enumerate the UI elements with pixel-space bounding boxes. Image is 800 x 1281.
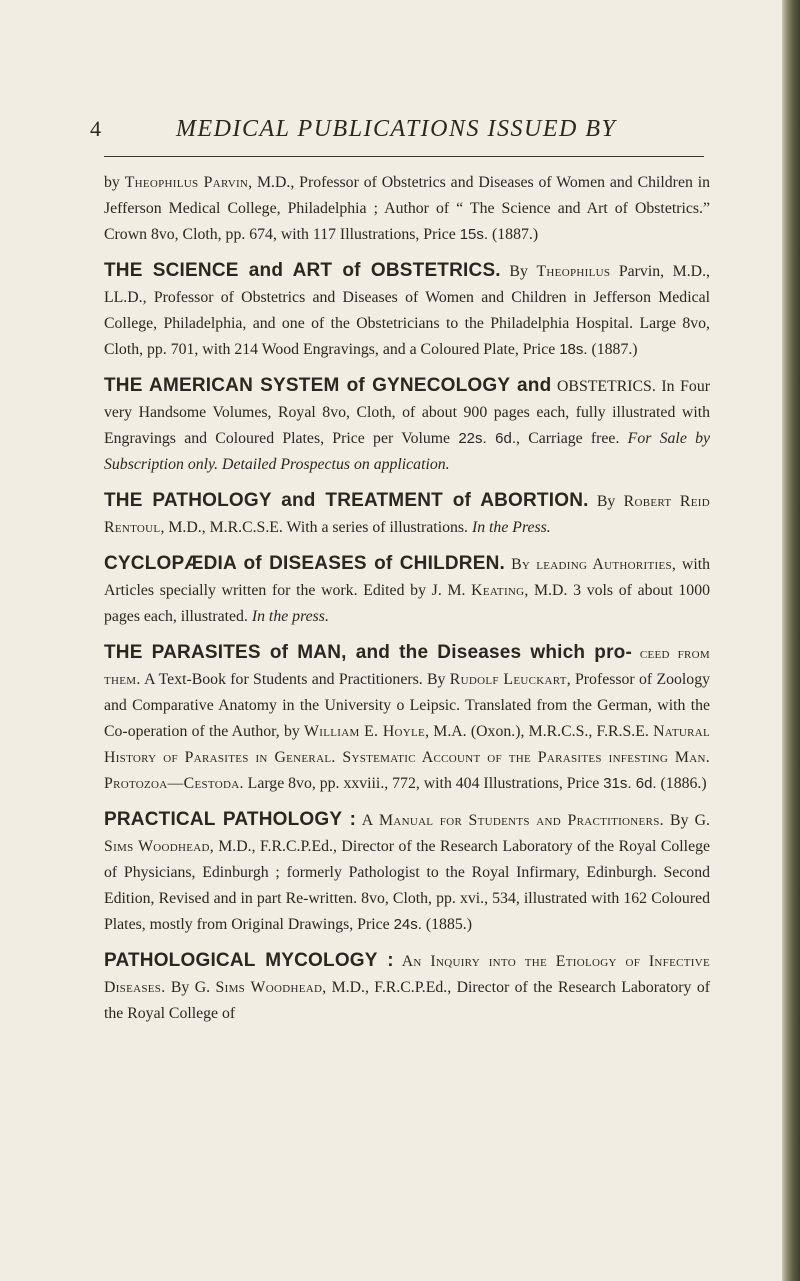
author-name: Robert Reid Rentoul [104, 493, 710, 536]
note: In the Press. [471, 519, 551, 536]
author-name: Theophilus [536, 263, 611, 280]
book-title: THE PARASITES of MAN, and the Diseases which pro- [104, 642, 633, 663]
book-title: THE SCIENCE and ART of OBSTETRICS. [104, 260, 501, 281]
list-item: THE PARASITES of MAN, and the Diseases which pro- ceed from them. A Text-Book for Students and Practitioners. By Rudolf Leuckart, Professor of Zoology and Comparative Anatomy in the University o Leipsic. Translated from the German, with the Co-operation of the Author, by William E. Hoyle, M.A. (Oxon.), M.R.C.S., F.R.S.E. Natural History of Parasites in General. Systematic Account of the Parasites infesting Man. Protozoa—Cestoda. Large 8vo, pp. xxviii., 772, with 404 Illustrations, Price 31s. 6d. (1886.) [104, 642, 711, 792]
contents-summary: Natural History of Parasites in General. Systematic Account of the Parasites infesting Man. Protozoa—Cestoda. [104, 723, 710, 792]
price: 31s. 6d. [603, 775, 657, 792]
subtitle: A Manual for Students and Practitioners. [356, 812, 664, 829]
price: 22s. 6d. [458, 430, 517, 447]
author-name: Sims Woodhead [215, 979, 323, 996]
subtitle: An Inquiry into the Etiology of Infective Diseases. [104, 953, 710, 996]
price: 15s. [459, 226, 489, 243]
page-number: 4 [90, 116, 101, 141]
price: 18s. [559, 341, 588, 358]
author-name: Theophilus Parvin [124, 174, 249, 191]
list-item: THE PATHOLOGY and TREATMENT of ABORTION. By Robert Reid Rentoul, M.D., M.R.C.S.E. With a series of illustrations. In the Press. [104, 490, 710, 536]
note: In the press. [251, 608, 329, 625]
book-title: THE AMERICAN SYSTEM of GYNECOLOGY and [104, 375, 552, 396]
author-name: Keating [471, 582, 525, 599]
author-name: Rudolf Leuckart [449, 671, 567, 688]
book-title: PATHOLOGICAL MYCOLOGY : [104, 950, 394, 971]
book-title: CYCLOPÆDIA of DISEASES of CHILDREN. [104, 553, 505, 574]
list-item: THE AMERICAN SYSTEM of GYNECOLOGY and OBSTETRICS. In Four very Handsome Volumes, Royal 8vo, Cloth, of about 900 pages each, fully illustrated with Engravings and Coloured Plates, Price per Volume 22s. 6d., Carriage free. For Sale by Subscription only. Detailed Prospectus on application. [104, 375, 711, 473]
list-item: THE SCIENCE and ART of OBSTETRICS. By Theophilus Parvin, M.D., LL.D., Professor of Obstetrics and Diseases of Women and Children in Jefferson Medical College, Philadelphia, and one of the Obstetricians to the Philadelphia Hospital. Large 8vo, Cloth, pp. 701, with 214 Wood Engravings, and a Coloured Plate, Price 18s. (1887.) [104, 260, 710, 358]
author-name: Sims Woodhead [104, 838, 210, 855]
note: For Sale by Subscription only. Detailed Prospectus on application. [104, 430, 711, 473]
list-item: by Theophilus Parvin, M.D., Professor of Obstetrics and Diseases of Women and Children in Jefferson Medical College, Philadelphia ; Author of “ The Science and Art of Obstetrics.” Crown 8vo, Cloth, pp. 674, with 117 Illustrations, Price 15s. (1887.) [104, 174, 711, 243]
book-title: THE PATHOLOGY and TREATMENT of ABORTION. [104, 490, 589, 511]
running-title: MEDICAL PUBLICATIONS ISSUED BY [176, 116, 617, 142]
publication-list [104, 170, 710, 1037]
page-header [90, 116, 710, 146]
subtitle: ceed from them. [104, 645, 711, 688]
translator-name: William E. Hoyle [304, 723, 426, 740]
header-rule [104, 156, 704, 157]
book-binding-edge [782, 0, 800, 1281]
subtitle: By leading Authorities, [505, 556, 677, 573]
price: 24s. [393, 916, 422, 933]
list-item: CYCLOPÆDIA of DISEASES of CHILDREN. By leading Authorities, with Articles specially written for the work. Edited by J. M. Keating, M.D. 3 vols of about 1000 pages each, illustrated. In the press. [104, 553, 710, 625]
book-title: PRACTICAL PATHOLOGY : [104, 809, 357, 830]
list-item: PATHOLOGICAL MYCOLOGY : An Inquiry into the Etiology of Infective Diseases. By G. Sims Woodhead, M.D., F.R.C.P.Ed., Director of the Research Laboratory of the Royal College of [104, 950, 711, 1022]
list-item: PRACTICAL PATHOLOGY : A Manual for Students and Practitioners. By G. Sims Woodhead, M.D., F.R.C.P.Ed., Director of the Research Laboratory of the Royal College of Physicians, Edinburgh ; formerly Pathologist to the Royal Infirmary, Edinburgh. Second Edition, Revised and in part Re-written. 8vo, Cloth, pp. xvi., 534, illustrated with 162 Coloured Plates, mostly from Original Drawings, Price 24s. (1885.) [104, 809, 710, 933]
